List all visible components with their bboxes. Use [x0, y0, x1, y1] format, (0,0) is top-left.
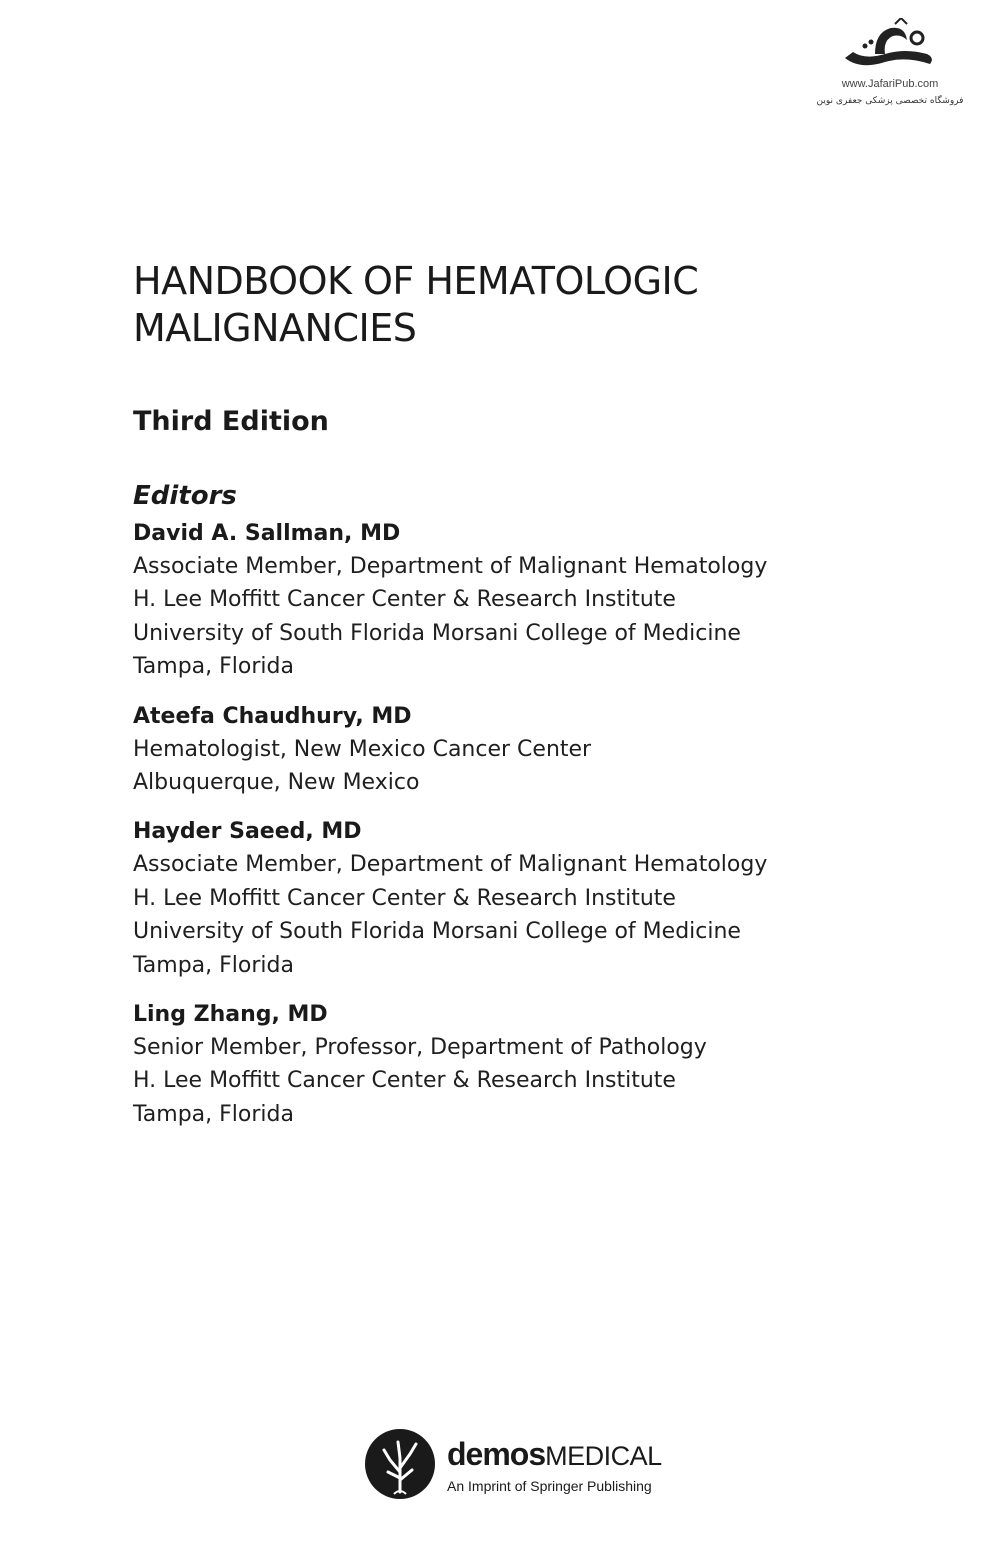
book-title: [133, 258, 893, 352]
publisher-imprint: An Imprint of Springer Publishing: [447, 1478, 652, 1494]
editor-affiliation-line: University of South Florida Morsani College of Medicine: [133, 620, 741, 646]
editors-list: [133, 517, 893, 1147]
edition-label: Third Edition: [133, 406, 329, 437]
book-title-line-2: MALIGNANCIES: [133, 306, 417, 350]
editor-name: David A. Sallman, MD: [133, 521, 401, 546]
publisher-brand-regular: MEDICAL: [545, 1441, 662, 1471]
editor-entry: [133, 700, 893, 800]
editor-affiliation-line: H. Lee Moffitt Cancer Center & Research Institute: [133, 1068, 676, 1094]
editor-entry: [133, 815, 893, 982]
editor-affiliation-line: Senior Member, Professor, Department of Pathology: [133, 1035, 707, 1061]
editor-name: Hayder Saeed, MD: [133, 819, 362, 845]
publisher-watermark: [800, 18, 980, 118]
editor-entry: [133, 998, 893, 1131]
watermark-tagline: فروشگاه تخصصی پزشکی جعفری نوین: [816, 96, 964, 106]
editor-affiliation-line: Tampa, Florida: [133, 654, 294, 680]
editor-affiliation-line: Associate Member, Department of Malignant Hematology: [133, 554, 768, 579]
editor-entry: [133, 517, 893, 684]
publisher-brand: [447, 1436, 662, 1474]
editor-affiliation-line: H. Lee Moffitt Cancer Center & Research Institute: [133, 587, 676, 613]
editor-name: Ling Zhang, MD: [133, 1002, 328, 1028]
editor-affiliation-line: Tampa, Florida: [133, 952, 294, 978]
editors-heading: Editors: [133, 481, 237, 511]
publisher-brand-bold: demos: [447, 1436, 546, 1472]
editor-affiliation-line: Associate Member, Department of Malignant Hematology: [133, 852, 768, 878]
jafaripub-logo-icon: [835, 18, 945, 76]
editor-affiliation-line: Albuquerque, New Mexico: [133, 770, 420, 796]
editor-name: Ateefa Chaudhury, MD: [133, 703, 412, 729]
editor-affiliation-line: Hematologist, New Mexico Cancer Center: [133, 736, 592, 762]
watermark-url: www.JafariPub.com: [841, 78, 939, 90]
publisher-logo: [364, 1424, 684, 1504]
editor-affiliation-line: Tampa, Florida: [133, 1101, 294, 1127]
editor-affiliation-line: H. Lee Moffitt Cancer Center & Research Institute: [133, 885, 676, 911]
tree-globe-icon: [364, 1428, 436, 1500]
book-title-line-1: HANDBOOK OF HEMATOLOGIC: [133, 259, 699, 303]
editor-affiliation-line: University of South Florida Morsani College of Medicine: [133, 919, 741, 945]
